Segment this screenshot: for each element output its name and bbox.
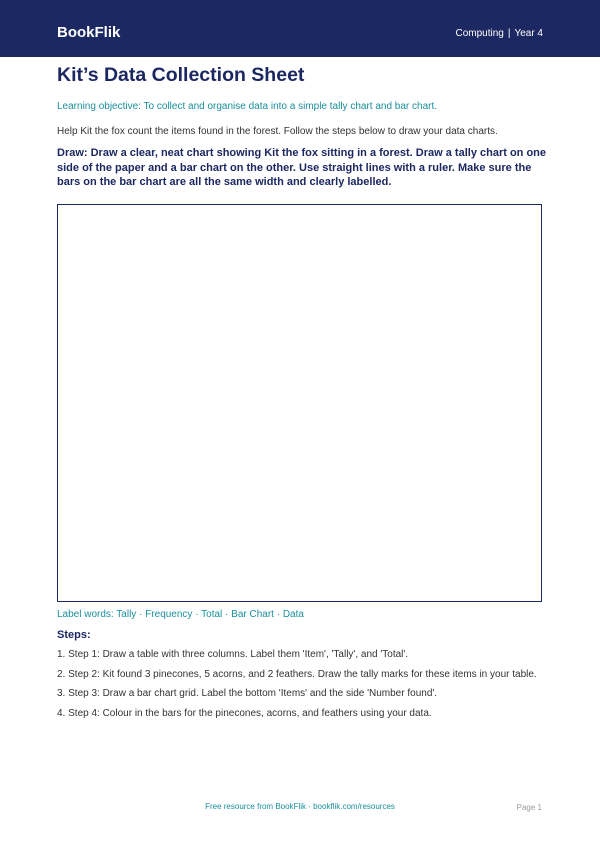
header-separator: | — [507, 28, 511, 39]
steps-heading: Steps: — [57, 629, 91, 641]
brand-logo[interactable]: BookFlik — [57, 24, 121, 41]
steps-list — [57, 645, 537, 723]
header-meta — [455, 28, 543, 39]
step-item: 1. Step 1: Draw a table with three columns. Label them 'Item', 'Tally', and 'Total'. — [57, 649, 409, 660]
step-item: 4. Step 4: Colour in the bars for the pinecones, acorns, and feathers using your data. — [57, 707, 432, 719]
header-bar — [0, 0, 600, 57]
step-item: 2. Step 2: Kit found 3 pinecones, 5 acorns, and 2 feathers. Draw the tally marks for these items in your table. — [57, 668, 537, 680]
page-number: Page 1 — [516, 803, 542, 812]
year-label: Year 4 — [514, 28, 543, 39]
learning-objective: Learning objective: To collect and organise data into a simple tally chart and bar chart. — [57, 101, 438, 112]
label-words: Label words: Tally · Frequency · Total · Bar Chart · Data — [57, 609, 304, 620]
page-title: Kit’s Data Collection Sheet — [57, 64, 305, 86]
step-item: 3. Step 3: Draw a bar chart grid. Label the bottom 'Items' and the side 'Number found'. — [57, 688, 438, 699]
intro-text: Help Kit the fox count the items found in the forest. Follow the steps below to draw your data charts. — [57, 126, 498, 137]
draw-instruction: Draw: Draw a clear, neat chart showing Kit the fox sitting in a forest. Draw a tally chart on one side of the paper and a bar chart on the other. Use straight lines with a ruler. Make sure the bars on the bar chart are all the same width and clearly labelled. — [57, 147, 546, 188]
footer-link[interactable]: Free resource from BookFlik · bookflik.com/resources — [205, 802, 395, 811]
subject-label: Computing — [455, 28, 504, 39]
drawing-area[interactable] — [57, 204, 542, 602]
